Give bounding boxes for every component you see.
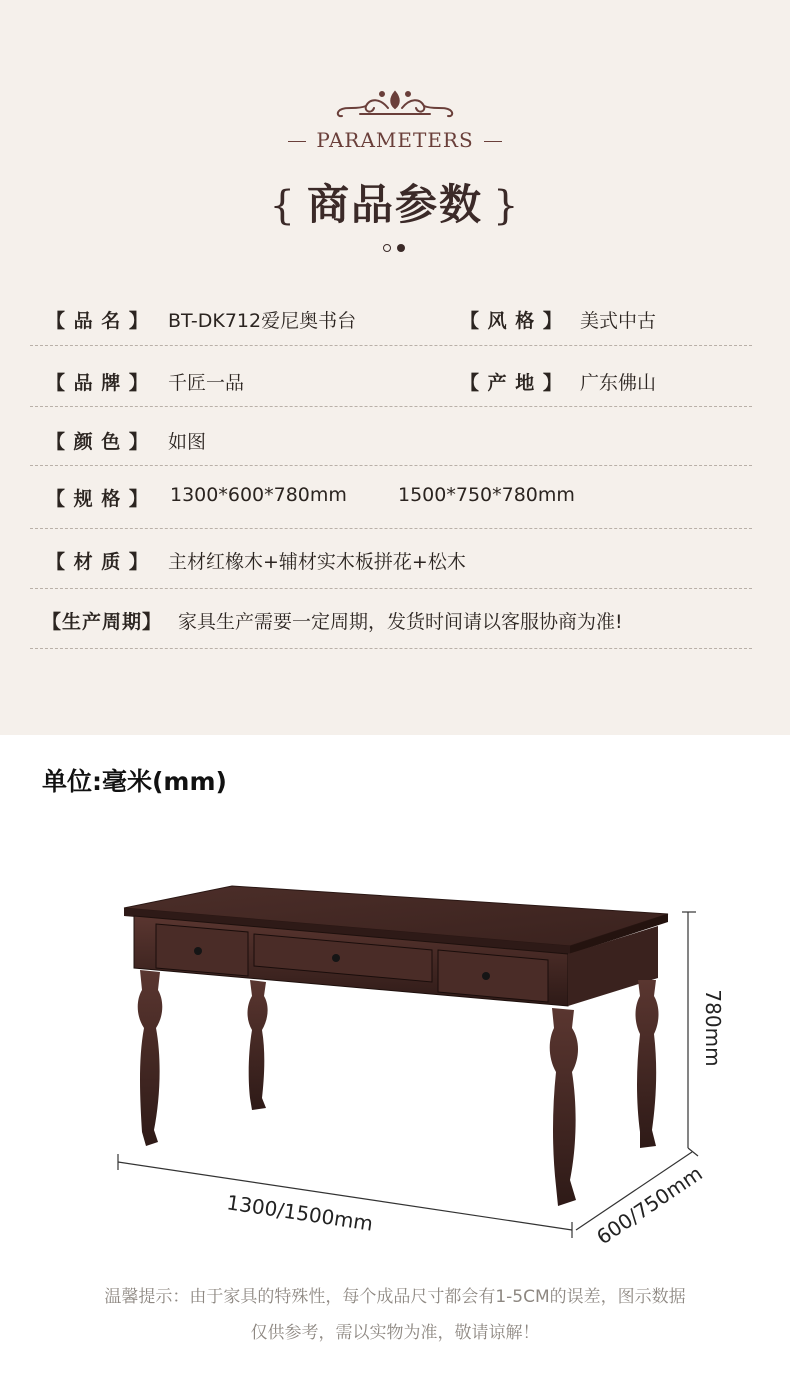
section-title	[0, 172, 790, 232]
note-line-2: 仅供参考，需以实物为准，敬请谅解！	[250, 1323, 540, 1343]
ornament-icon	[330, 86, 460, 120]
height-label: 780mm	[701, 989, 725, 1067]
subtitle-text: PARAMETERS	[316, 128, 474, 152]
param-label: 【生产周期】	[42, 611, 163, 633]
param-value: 家具生产需要一定周期，发货时间请以客服协商为准!	[178, 611, 623, 633]
param-value: 美式中古	[580, 310, 657, 332]
unit-label: 单位:毫米(mm)	[42, 767, 227, 796]
dot-empty-icon	[383, 244, 391, 252]
subtitle-dash-right	[484, 141, 502, 142]
param-value: 主材红橡木+辅材实木板拼花+松木	[168, 551, 466, 573]
param-value: 1300*600*780mm	[170, 484, 347, 506]
param-value: BT-DK712爱尼奥书台	[168, 310, 357, 332]
param-label: 【 产 地 】	[460, 372, 563, 394]
title-brace-right: }	[493, 183, 521, 229]
param-value: 千匠一品	[168, 372, 245, 394]
depth-label: 600/750mm	[592, 1161, 707, 1250]
param-row-brand	[30, 346, 752, 407]
param-value: 1500*750*780mm	[398, 484, 575, 506]
desk-image	[124, 886, 668, 1206]
param-value: 广东佛山	[580, 372, 657, 394]
desk-dimension-diagram	[0, 840, 790, 1270]
param-row-name	[30, 296, 752, 346]
param-label: 【 品 牌 】	[46, 372, 149, 394]
param-row-material	[30, 529, 752, 589]
param-label: 【 品 名 】	[46, 310, 149, 332]
param-row-size	[30, 466, 752, 529]
param-value: 如图	[168, 431, 207, 453]
param-label: 【 材 质 】	[46, 551, 149, 573]
dot-filled-icon	[397, 244, 405, 252]
section-subtitle	[0, 128, 790, 152]
length-label: 1300/1500mm	[225, 1190, 375, 1236]
param-label: 【 规 格 】	[46, 488, 149, 510]
title-brace-left: {	[269, 183, 297, 229]
subtitle-dash-left	[288, 141, 306, 142]
param-label: 【 风 格 】	[460, 310, 563, 332]
title-text: 商品参数	[306, 180, 483, 229]
param-label: 【 颜 色 】	[46, 431, 149, 453]
param-row-color	[30, 407, 752, 466]
note-line-1: 温馨提示：由于家具的特殊性，每个成品尺寸都会有1-5CM的误差，图示数据	[104, 1287, 686, 1307]
pager-dots	[383, 244, 407, 254]
param-row-lead-time	[30, 589, 752, 649]
